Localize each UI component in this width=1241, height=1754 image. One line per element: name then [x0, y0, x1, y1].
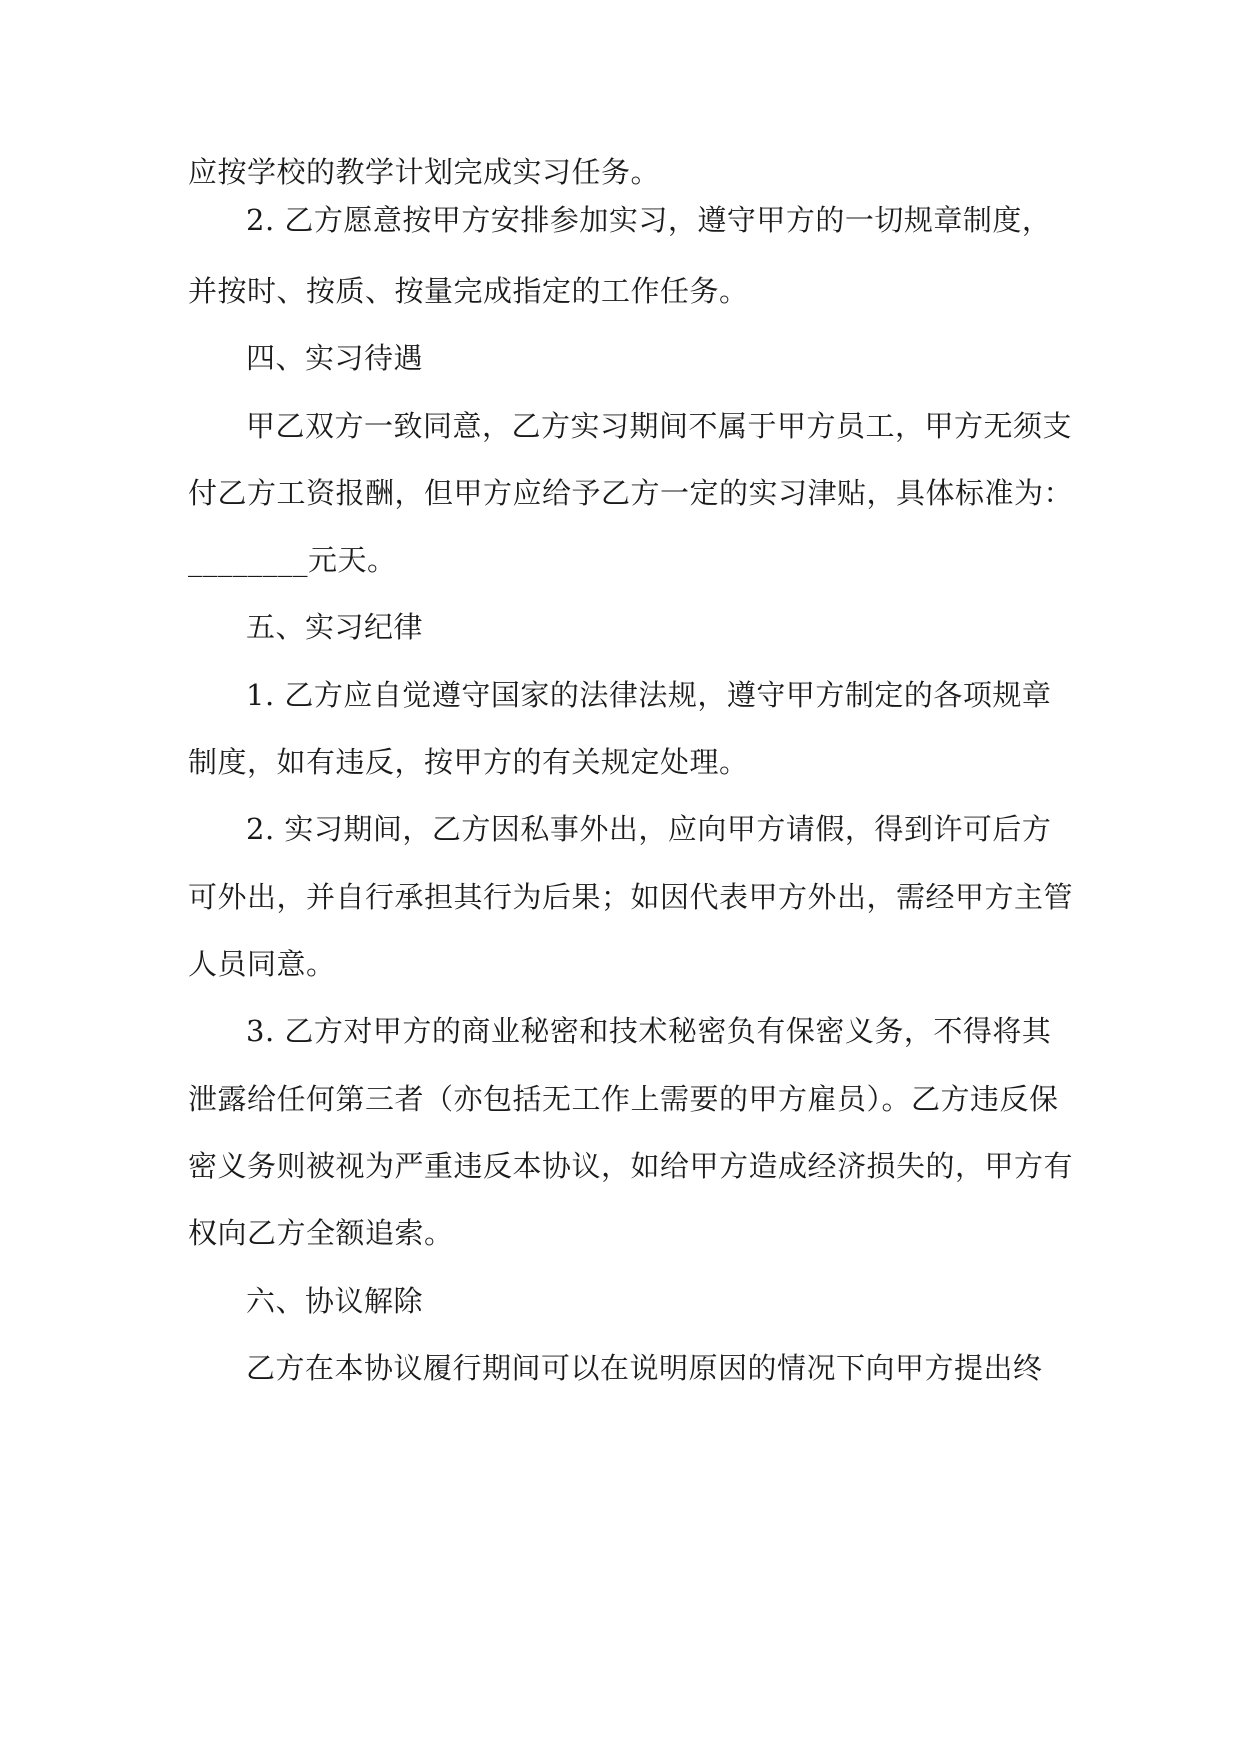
- text-line: 1. 乙方应自觉遵守国家的法律法规，遵守甲方制定的各项规章: [246, 678, 1052, 712]
- text-line: 制度，如有违反，按甲方的有关规定处理。: [188, 745, 749, 779]
- section-heading: 四、实习待遇: [246, 341, 424, 375]
- text-line: 甲乙双方一致同意，乙方实习期间不属于甲方员工，甲方无须支: [246, 409, 1073, 443]
- text-line: 乙方在本协议履行期间可以在说明原因的情况下向甲方提出终: [246, 1351, 1043, 1385]
- text-line: ________元天。: [188, 543, 397, 577]
- text-line: 应按学校的教学计划完成实习任务。: [188, 155, 661, 189]
- text-line: 2. 乙方愿意按甲方安排参加实习，遵守甲方的一切规章制度，: [246, 203, 1052, 237]
- text-line: 付乙方工资报酬，但甲方应给予乙方一定的实习津贴，具体标准为：: [188, 476, 1074, 510]
- section-heading: 六、协议解除: [246, 1284, 424, 1318]
- text-line: 3. 乙方对甲方的商业秘密和技术秘密负有保密义务，不得将其: [246, 1014, 1052, 1048]
- text-line: 密义务则被视为严重违反本协议，如给甲方造成经济损失的，甲方有: [188, 1149, 1074, 1183]
- text-line: 并按时、按质、按量完成指定的工作任务。: [188, 274, 749, 308]
- text-line: 泄露给任何第三者（亦包括无工作上需要的甲方雇员）。乙方违反保: [188, 1082, 1059, 1116]
- text-line: 人员同意。: [188, 947, 336, 981]
- text-line: 2. 实习期间，乙方因私事外出，应向甲方请假，得到许可后方: [246, 812, 1052, 846]
- section-heading: 五、实习纪律: [246, 610, 424, 644]
- text-line: 权向乙方全额追索。: [188, 1216, 454, 1250]
- text-line: 可外出，并自行承担其行为后果；如因代表甲方外出，需经甲方主管: [188, 880, 1074, 914]
